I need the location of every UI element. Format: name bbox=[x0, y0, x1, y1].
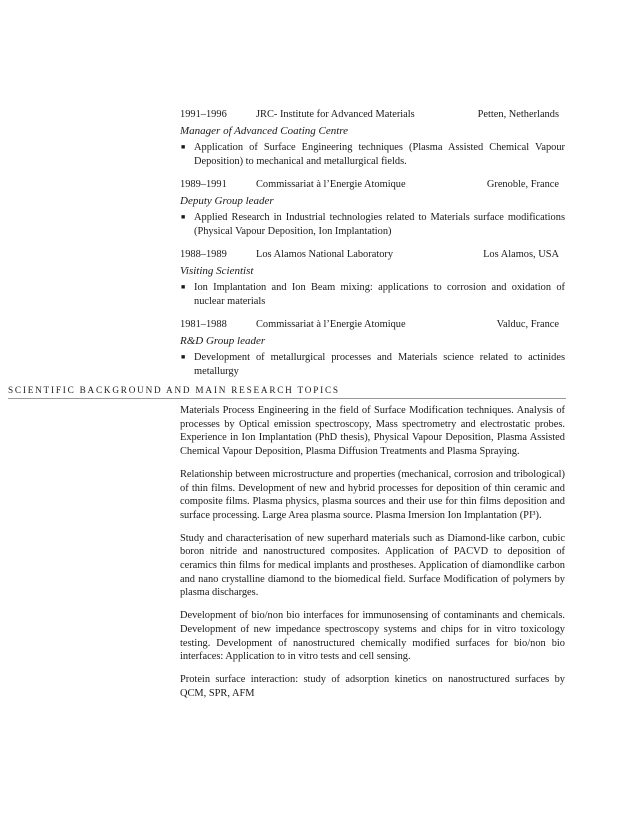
entry-bullet bbox=[180, 351, 565, 378]
entry-role: Deputy Group leader bbox=[180, 195, 274, 207]
square-bullet-icon: ■ bbox=[181, 143, 186, 151]
entry-years: 1981–1988 bbox=[180, 319, 227, 330]
experience-list bbox=[180, 108, 565, 388]
entry-organization: JRC- Institute for Advanced Materials bbox=[256, 109, 415, 120]
entry-location: Valduc, France bbox=[496, 319, 559, 330]
entry-role: R&D Group leader bbox=[180, 335, 266, 347]
square-bullet-icon: ■ bbox=[181, 283, 186, 291]
entry-bullet-text: Development of metallurgical processes and Materials science related to actinides metallurgy bbox=[194, 352, 565, 377]
experience-entry bbox=[180, 178, 565, 238]
experience-entry bbox=[180, 248, 565, 308]
entry-bullet bbox=[180, 211, 565, 238]
entry-header bbox=[180, 108, 565, 122]
research-paragraph: Protein surface interaction: study of adsorption kinetics on nanostructured surfaces by QCM, SPR, AFM bbox=[180, 673, 565, 699]
experience-entry bbox=[180, 108, 565, 168]
entry-years: 1991–1996 bbox=[180, 109, 227, 120]
entry-header bbox=[180, 178, 565, 192]
entry-location: Petten, Netherlands bbox=[477, 109, 559, 120]
research-topics bbox=[180, 404, 565, 709]
square-bullet-icon: ■ bbox=[181, 353, 186, 361]
entry-location: Los Alamos, USA bbox=[483, 249, 559, 260]
research-paragraph: Study and characterisation of new superhard materials such as Diamond-like carbon, cubic boron nitride and nanostructured composites. Application of PACVD to deposition of ceramics thin films for medical implants and prostheses. Application of diamondlike carbon and nano crystalline diamond to the biomedical field. Surface Modification of polymers by plasma discharges. bbox=[180, 532, 565, 599]
entry-bullet bbox=[180, 141, 565, 168]
entry-organization: Commissariat à l’Energie Atomique bbox=[256, 179, 406, 190]
research-paragraph: Materials Process Engineering in the field of Surface Modification techniques. Analysis of processes by Optical emission spectroscopy, Mass spectrometry and electrostatic probes. Experience in Ion Implantation (PhD thesis), Physical Vapour Deposition, Plasma Assisted Chemical Vapour Deposition, Plasma Diffusion Treatments and Plasma Spraying. bbox=[180, 405, 565, 458]
entry-organization: Commissariat à l’Energie Atomique bbox=[256, 319, 406, 330]
experience-entry bbox=[180, 318, 565, 378]
entry-header bbox=[180, 318, 565, 332]
entry-location: Grenoble, France bbox=[486, 179, 559, 190]
section-heading: SCIENTIFIC BACKGROUND AND MAIN RESEARCH TOPICS bbox=[8, 384, 566, 399]
entry-years: 1988–1989 bbox=[180, 249, 227, 260]
entry-bullet bbox=[180, 281, 565, 308]
entry-bullet-text: Applied Research in Industrial technologies related to Materials surface modifications (Physical Vapour Deposition, Ion Implantation) bbox=[194, 212, 565, 237]
entry-role: Visiting Scientist bbox=[180, 265, 254, 277]
entry-bullet-text: Application of Surface Engineering techniques (Plasma Assisted Chemical Vapour Deposition) to mechanical and metallurgical fields. bbox=[194, 142, 565, 167]
entry-bullet-text: Ion Implantation and Ion Beam mixing: applications to corrosion and oxidation of nuclear materials bbox=[194, 282, 565, 307]
research-paragraph: Development of bio/non bio interfaces for immunosensing of contaminants and chemicals. Development of new impedance spectroscopy systems and chips for in vitro toxicology testing. Development of nanostructured chemically modified surfaces for bio/non bio interfaces: Application to in vitro tests and cell sensing. bbox=[180, 610, 565, 663]
research-paragraph: Relationship between microstructure and properties (mechanical, corrosion and tribological) of thin films. Development of new and hybrid processes for deposition of thin ceramic and composite films. Plasma physics, plasma sources and their use for thin films deposition and surface processing. Large Area plasma source. Plasma Imersion Ion Implantation (PI³). bbox=[180, 468, 565, 521]
entry-role: Manager of Advanced Coating Centre bbox=[180, 125, 349, 137]
entry-years: 1989–1991 bbox=[180, 179, 227, 190]
square-bullet-icon: ■ bbox=[181, 213, 186, 221]
entry-header bbox=[180, 248, 565, 262]
entry-organization: Los Alamos National Laboratory bbox=[256, 249, 394, 260]
